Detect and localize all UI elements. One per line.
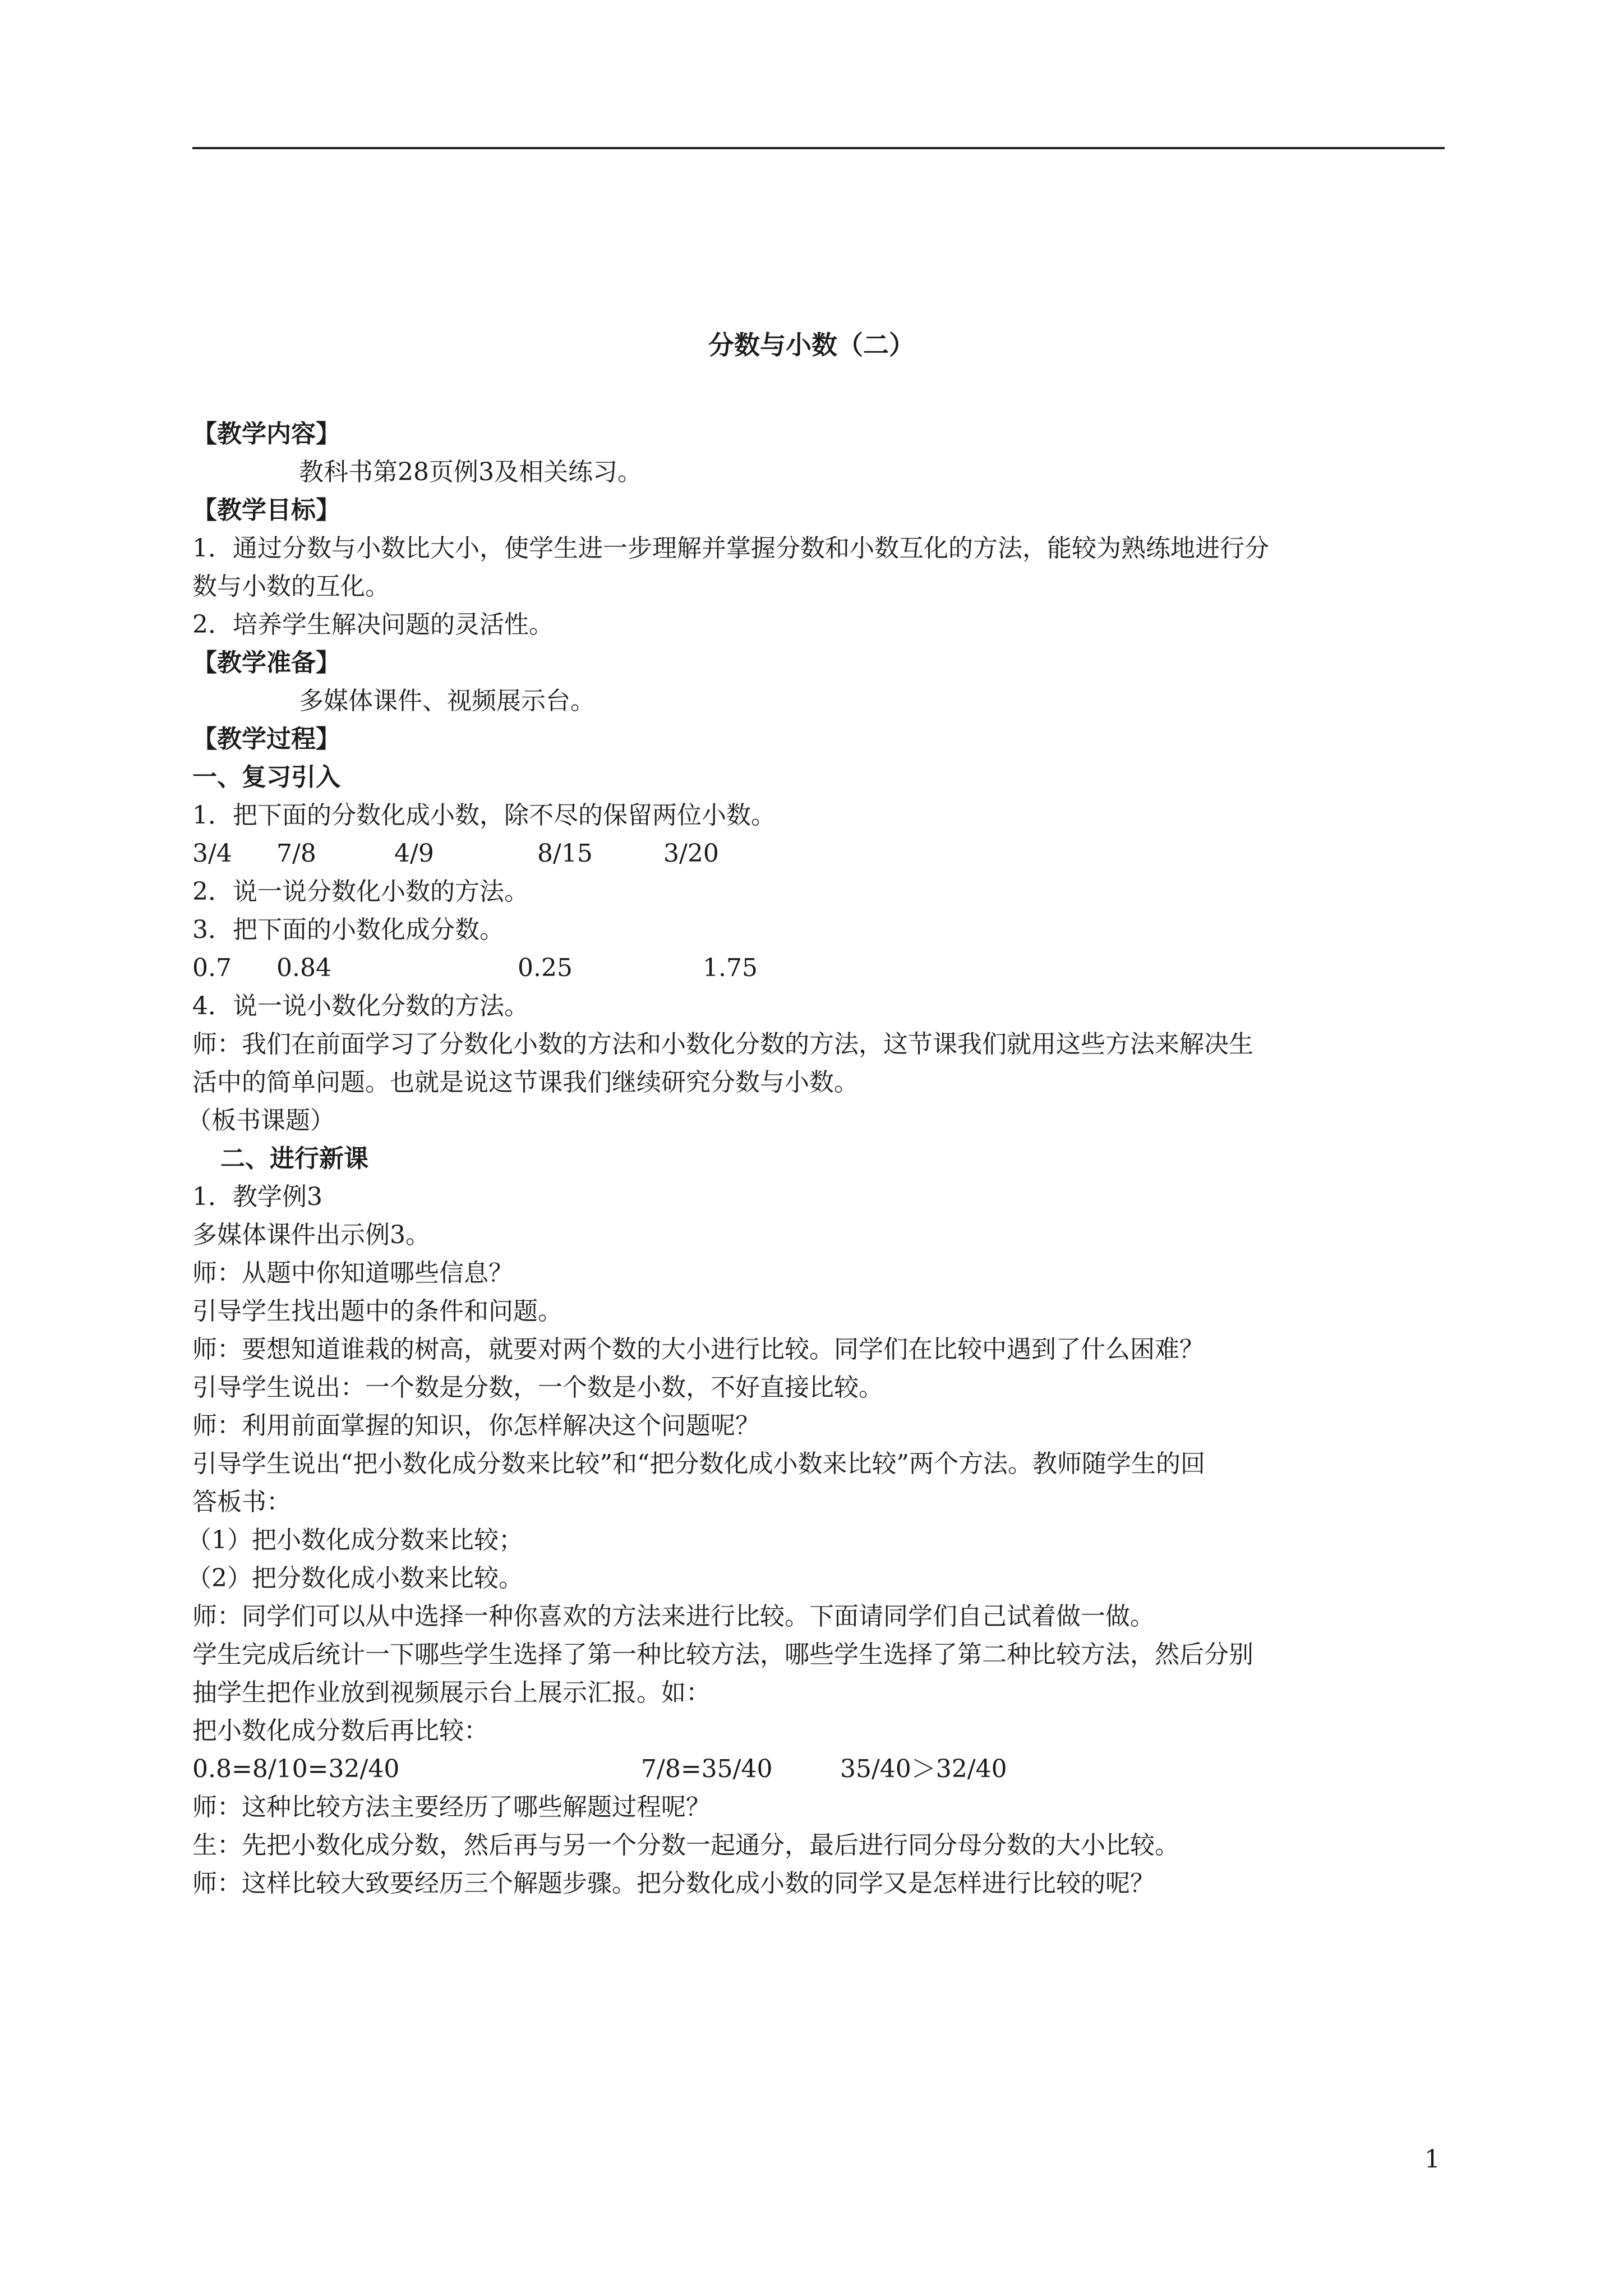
section-block-4 — [192, 1788, 1445, 1903]
text-line: 引导学生说出：一个数是分数，一个数是小数，不好直接比较。 — [192, 1373, 883, 1402]
text-line: 1．通过分数与小数比大小，使学生进一步理解并掌握分数和小数互化的方法，能较为熟练地进行分 — [192, 534, 1269, 563]
text-line: 把小数化成分数后再比较： — [192, 1717, 488, 1745]
text-line: 多媒体课件、视频展示台。 — [299, 687, 595, 715]
text-line: 【教学目标】 — [192, 496, 340, 524]
decimal-row — [192, 949, 1445, 987]
text-line: 师：利用前面掌握的知识，你怎样解决这个问题呢？ — [192, 1411, 760, 1440]
decimal-item: 0.7 — [192, 954, 232, 982]
comparison-item: 0.8=8/10=32/40 — [192, 1755, 400, 1783]
header-rule — [192, 147, 1445, 149]
text-line: 活中的简单问题。也就是说这节课我们继续研究分数与小数。 — [192, 1068, 859, 1097]
text-line: 师：这种比较方法主要经历了哪些解题过程呢？ — [192, 1793, 711, 1821]
fraction-row — [192, 835, 1445, 873]
fraction-item: 3/4 — [192, 839, 232, 868]
text-line: 抽学生把作业放到视频展示台上展示汇报。如： — [192, 1678, 711, 1707]
text-line: 1．教学例3 — [192, 1182, 322, 1211]
text-line: 引导学生找出题中的条件和问题。 — [192, 1297, 562, 1326]
text-line: 3．把下面的小数化成分数。 — [192, 915, 504, 944]
text-line: 师：我们在前面学习了分数化小数的方法和小数化分数的方法，这节课我们就用这些方法来解决生 — [192, 1030, 1253, 1059]
document-title: 分数与小数（二） — [708, 330, 915, 360]
text-line: 【教学内容】 — [192, 420, 340, 448]
text-line: 数与小数的互化。 — [192, 572, 390, 601]
document-body — [187, 415, 1445, 1903]
text-line: 学生完成后统计一下哪些学生选择了第一种比较方法，哪些学生选择了第二种比较方法，然后分别 — [192, 1640, 1253, 1669]
fraction-item: 4/9 — [394, 839, 434, 868]
text-line: 1．把下面的分数化成小数，除不尽的保留两位小数。 — [192, 801, 776, 830]
fraction-item: 7/8 — [276, 839, 316, 868]
page-number: 1 — [1424, 2145, 1440, 2174]
decimal-item: 1.75 — [703, 954, 758, 982]
section-block-2 — [192, 873, 1445, 949]
section-block-1 — [192, 415, 1445, 835]
text-line: 教科书第28页例3及相关练习。 — [299, 458, 642, 486]
comparison-item: 7/8=35/40 — [641, 1755, 773, 1783]
decimal-item: 0.84 — [276, 954, 331, 982]
text-line: 答板书： — [192, 1488, 291, 1516]
fraction-item: 3/20 — [663, 839, 719, 868]
section-block-3 — [187, 987, 1445, 1750]
comparison-row — [192, 1750, 1445, 1788]
text-line: 多媒体课件出示例3。 — [192, 1221, 430, 1249]
text-line: （2）把分数化成小数来比较。 — [187, 1564, 523, 1593]
text-line: 4．说一说小数化分数的方法。 — [192, 992, 529, 1020]
comparison-item: 35/40＞32/40 — [840, 1755, 1007, 1783]
text-line: 师：要想知道谁栽的树高，就要对两个数的大小进行比较。同学们在比较中遇到了什么困难？ — [192, 1335, 1204, 1364]
text-line: 【教学过程】 — [192, 725, 340, 753]
fraction-item: 8/15 — [537, 839, 593, 868]
text-line: 师：同学们可以从中选择一种你喜欢的方法来进行比较。下面请同学们自己试着做一做。 — [192, 1602, 1155, 1631]
text-line: 2．说一说分数化小数的方法。 — [192, 877, 529, 906]
text-line: 引导学生说出“把小数化成分数来比较”和“把分数化成小数来比较”两个方法。教师随学生的回 — [192, 1450, 1205, 1478]
text-line: 师：这样比较大致要经历三个解题步骤。把分数化成小数的同学又是怎样进行比较的呢？ — [192, 1869, 1155, 1898]
text-line: 师：从题中你知道哪些信息？ — [192, 1259, 513, 1287]
text-line: 2．培养学生解决问题的灵活性。 — [192, 610, 554, 639]
text-line: 二、进行新课 — [220, 1144, 368, 1173]
text-line: 【教学准备】 — [192, 648, 340, 677]
text-line: （板书课题） — [187, 1106, 335, 1135]
text-line: （1）把小数化成分数来比较； — [187, 1526, 523, 1554]
text-line: 一、复习引入 — [192, 763, 340, 792]
decimal-item: 0.25 — [518, 954, 573, 982]
text-line: 生：先把小数化成分数，然后再与另一个分数一起通分，最后进行同分母分数的大小比较。 — [192, 1831, 1179, 1860]
